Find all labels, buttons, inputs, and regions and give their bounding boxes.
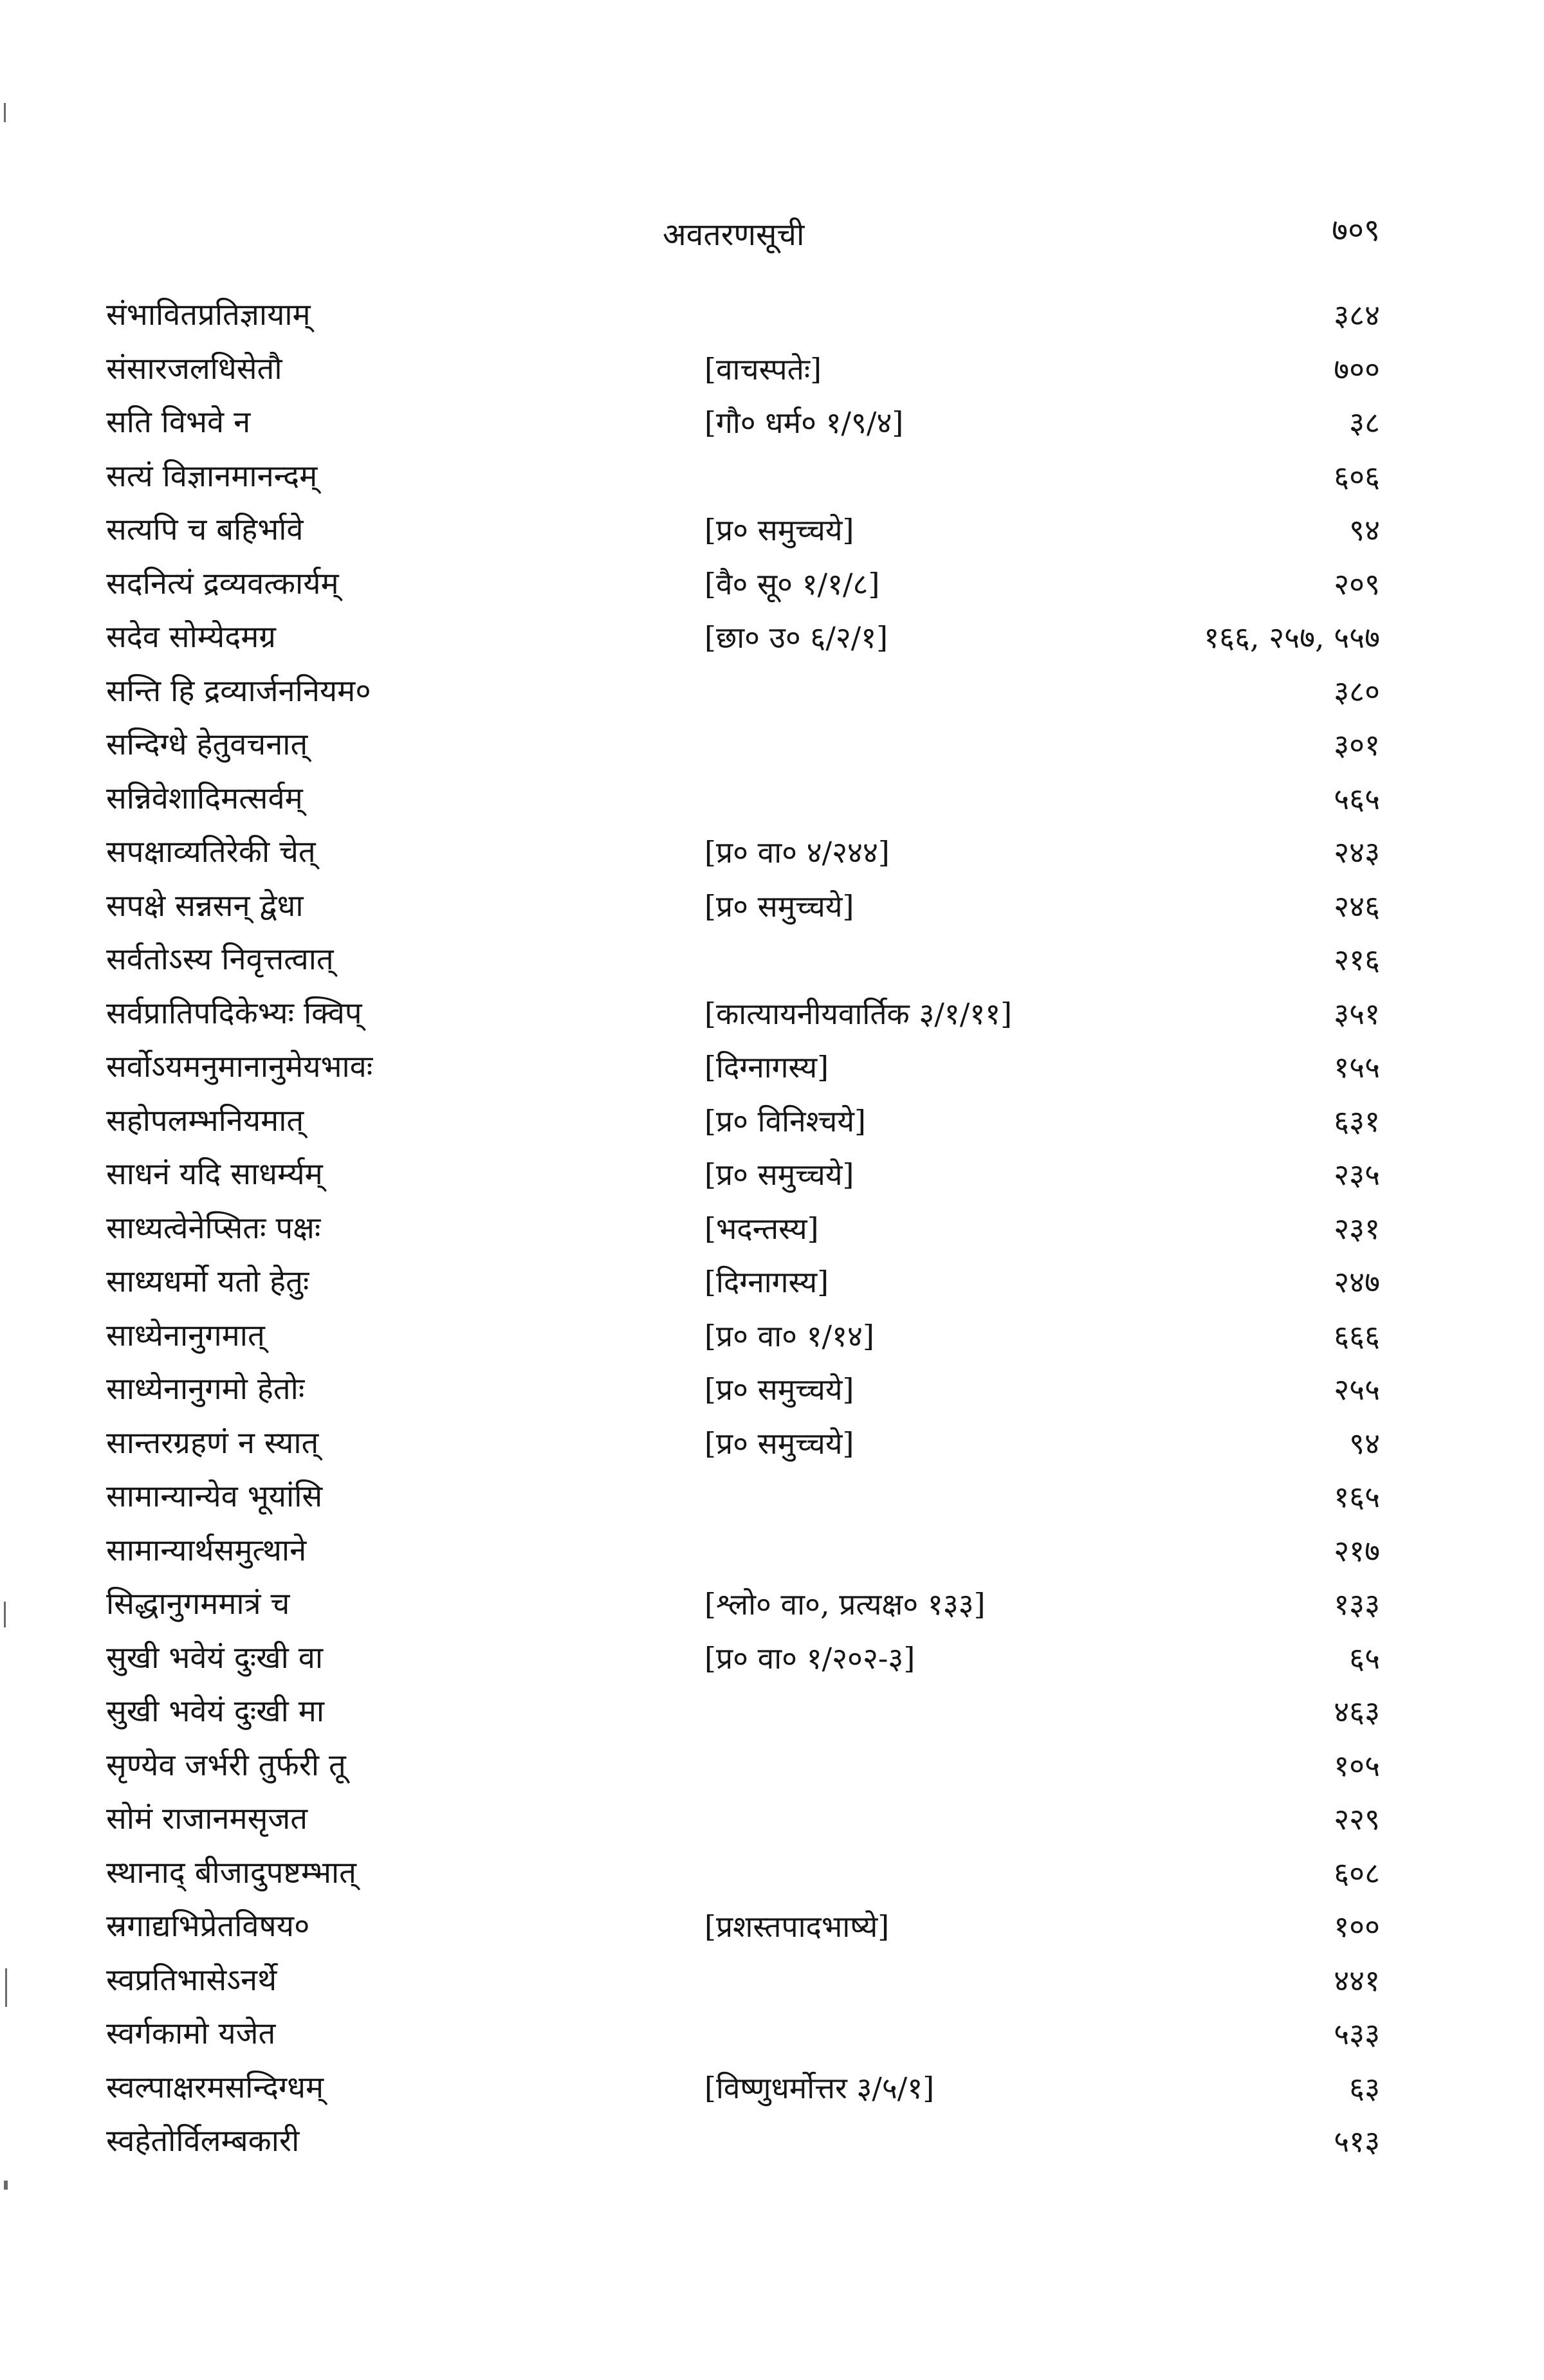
quotation-text: स्वल्पाक्षरमसन्दिग्धम्: [106, 2069, 324, 2105]
quotation-text: सपक्षाव्यतिरेकी चेत्: [106, 834, 316, 870]
index-entry: [0, 1847, 1544, 1901]
quotation-text: साध्येनानुगमो हेतोः: [106, 1371, 305, 1407]
quotation-text: स्रगाद्यभिप्रेतविषय०: [106, 1909, 310, 1944]
page-reference: ९४: [1349, 513, 1380, 547]
page-reference: २१७: [1334, 1533, 1380, 1568]
scan-edge-mark: [4, 103, 6, 122]
quotation-text: सान्तरग्रहणं न स्यात्: [106, 1425, 319, 1461]
index-entry: [0, 1310, 1544, 1364]
page-reference: ६५: [1349, 1640, 1380, 1676]
index-entry: [0, 666, 1544, 720]
index-entry: [0, 1525, 1544, 1579]
page-reference: ३८०: [1334, 673, 1380, 709]
quotation-text: सोमं राजानमसृजत: [106, 1801, 308, 1836]
quotation-text: सदनित्यं द्रव्यवत्कार्यम्: [106, 565, 339, 601]
source-reference: [प्रशस्तपादभाष्ये]: [704, 1909, 890, 1944]
page-reference: ५६५: [1334, 781, 1380, 816]
quotation-text: सत्यपि च बहिर्भावे: [106, 512, 304, 547]
page-reference: ६६६: [1334, 1318, 1380, 1353]
source-reference: [कात्यायनीयवार्तिक ३/१/११]: [704, 996, 1013, 1031]
scan-edge-mark: [4, 1602, 6, 1627]
quotation-text: सृण्येव जर्भरी तुर्फरी तू: [106, 1747, 346, 1783]
source-reference: [विष्णुधर्मोत्तर ३/५/१]: [704, 2070, 935, 2105]
index-entry: [0, 1955, 1544, 2009]
source-reference: [प्र० वा० ४/२४४]: [704, 835, 890, 870]
index-entry: [0, 343, 1544, 398]
index-entry: [0, 504, 1544, 558]
page-reference: ३५१: [1334, 996, 1380, 1031]
index-entry: [0, 1418, 1544, 1472]
page-reference: १०५: [1334, 1748, 1380, 1783]
quotation-text: साध्यत्वेनेप्सितः पक्षः: [106, 1210, 321, 1246]
quotation-text: संसारजलधिसेतौ: [106, 351, 282, 387]
index-entry: [0, 827, 1544, 881]
index-entry: [0, 1364, 1544, 1418]
page-reference: २३५: [1334, 1157, 1380, 1192]
quotation-text: सामान्यार्थसमुत्थाने: [106, 1532, 307, 1568]
source-reference: [श्लो० वा०, प्रत्यक्ष० १३३]: [704, 1587, 986, 1622]
page-reference: २१६: [1334, 942, 1380, 977]
page-reference: २५५: [1334, 1372, 1380, 1407]
source-reference: [प्र० समुच्चये]: [704, 888, 854, 924]
index-entry: [0, 988, 1544, 1042]
page-reference: १००: [1334, 1909, 1380, 1944]
page-reference: ३८४: [1334, 298, 1380, 333]
index-entry: [0, 1901, 1544, 1955]
quotation-text: सुखी भवेयं दुःखी वा: [106, 1640, 324, 1676]
index-entry: [0, 2062, 1544, 2116]
quotation-text: सत्यं विज्ञानमानन्दम्: [106, 458, 318, 494]
quotation-text: सहोपलम्भनियमात्: [106, 1103, 304, 1139]
quotation-text: सपक्षे सन्नसन् द्वेधा: [106, 888, 304, 924]
page-reference: ७००: [1334, 351, 1380, 387]
index-entry: [0, 1203, 1544, 1257]
quotation-text: साध्येनानुगमात्: [106, 1317, 265, 1353]
source-reference: [प्र० समुच्चये]: [704, 513, 854, 547]
page-reference: २४३: [1334, 835, 1380, 870]
quotation-text: सदेव सोम्येदमग्र: [106, 619, 276, 655]
quotation-text: सन्दिग्धे हेतुवचनात्: [106, 727, 308, 762]
source-reference: [प्र० समुच्चये]: [704, 1157, 854, 1192]
page-reference: ५३३: [1334, 2017, 1380, 2051]
source-reference: [प्र० समुच्चये]: [704, 1425, 854, 1461]
page-reference: २३१: [1334, 1211, 1380, 1246]
quotation-text: संभावितप्रतिज्ञायाम्: [106, 297, 311, 333]
page-reference: २२९: [1334, 1802, 1380, 1836]
page-reference: ४६३: [1334, 1694, 1380, 1729]
page-reference: २४६: [1334, 888, 1380, 924]
index-entry: [0, 2116, 1544, 2170]
quotation-index-list: [0, 289, 1544, 2170]
index-entry: [0, 1686, 1544, 1740]
source-reference: [दिग्नागस्य]: [704, 1265, 829, 1299]
page-reference: ५१३: [1334, 2124, 1380, 2159]
running-title: अवतरणसूची: [663, 217, 805, 253]
page-reference: १६६, २५७, ५५७: [1204, 620, 1380, 655]
source-reference: [वाचस्पतेः]: [704, 351, 822, 387]
index-entry: [0, 1149, 1544, 1203]
page-reference: ६०८: [1334, 1855, 1380, 1890]
page-reference: ३०१: [1334, 728, 1380, 762]
index-entry: [0, 1041, 1544, 1095]
source-reference: [प्र० विनिश्चये]: [704, 1103, 866, 1139]
source-reference: [छा० उ० ६/२/१]: [704, 620, 888, 655]
index-entry: [0, 1471, 1544, 1525]
index-entry: [0, 2008, 1544, 2062]
page-reference: १५५: [1334, 1050, 1380, 1085]
scan-edge-mark: [4, 2181, 8, 2190]
index-entry: [0, 934, 1544, 988]
source-reference: [भदन्तस्य]: [704, 1211, 819, 1246]
index-entry: [0, 881, 1544, 935]
source-reference: [वै० सू० १/१/८]: [704, 566, 880, 601]
index-entry: [0, 719, 1544, 773]
page-number: ७०९: [1332, 212, 1380, 248]
quotation-text: स्वहेतोर्विलम्बकारी: [106, 2123, 300, 2159]
quotation-text: सति विभवे न: [106, 405, 251, 440]
quotation-text: सर्वोऽयमनुमानानुमेयभावः: [106, 1049, 373, 1085]
page-reference: ४४१: [1334, 1963, 1380, 1998]
page-reference: २४७: [1334, 1265, 1380, 1299]
index-entry: [0, 289, 1544, 343]
page-reference: ३८: [1349, 405, 1380, 440]
index-entry: [0, 1256, 1544, 1310]
index-entry: [0, 1740, 1544, 1794]
quotation-text: सन्निवेशादिमत्सर्वम्: [106, 780, 303, 816]
index-entry: [0, 1793, 1544, 1847]
index-entry: [0, 558, 1544, 612]
quotation-text: सुखी भवेयं दुःखी मा: [106, 1694, 324, 1729]
scan-edge-mark: [5, 1968, 7, 2007]
quotation-text: स्वप्रतिभासेऽनर्थे: [106, 1962, 277, 1998]
quotation-text: सर्वप्रातिपदिकेभ्यः क्विप्: [106, 995, 362, 1031]
index-entry: [0, 451, 1544, 505]
quotation-text: साधनं यदि साधर्म्यम्: [106, 1157, 323, 1192]
page-reference: १६५: [1334, 1479, 1380, 1514]
page-reference: ६०६: [1334, 459, 1380, 494]
source-reference: [गौ० धर्म० १/९/४]: [704, 405, 904, 440]
page-reference: २०९: [1334, 566, 1380, 601]
quotation-text: सिद्धानुगममात्रं च: [106, 1586, 290, 1622]
quotation-text: साध्यधर्मो यतो हेतुः: [106, 1264, 309, 1299]
source-reference: [प्र० समुच्चये]: [704, 1372, 854, 1407]
page-reference: ६३: [1349, 2070, 1380, 2105]
source-reference: [प्र० वा० १/२०२-३]: [704, 1640, 915, 1676]
quotation-text: सर्वतोऽस्य निवृत्तत्वात्: [106, 942, 334, 977]
source-reference: [प्र० वा० १/१४]: [704, 1318, 874, 1353]
quotation-text: सन्ति हि द्रव्यार्जननियम०: [106, 673, 371, 709]
page-reference: १३३: [1334, 1587, 1380, 1622]
index-entry: [0, 1579, 1544, 1633]
quotation-text: स्थानाद् बीजादुपष्टम्भात्: [106, 1854, 356, 1890]
index-entry: [0, 773, 1544, 827]
source-reference: [दिग्नागस्य]: [704, 1050, 829, 1085]
page-reference: ६३१: [1334, 1103, 1380, 1139]
quotation-text: सामान्यान्येव भूयांसि: [106, 1479, 323, 1514]
quotation-text: स्वर्गकामो यजेत: [106, 2016, 276, 2051]
page-reference: ९४: [1349, 1425, 1380, 1461]
index-entry: [0, 612, 1544, 666]
index-entry: [0, 1095, 1544, 1149]
index-entry: [0, 1633, 1544, 1687]
index-entry: [0, 397, 1544, 451]
